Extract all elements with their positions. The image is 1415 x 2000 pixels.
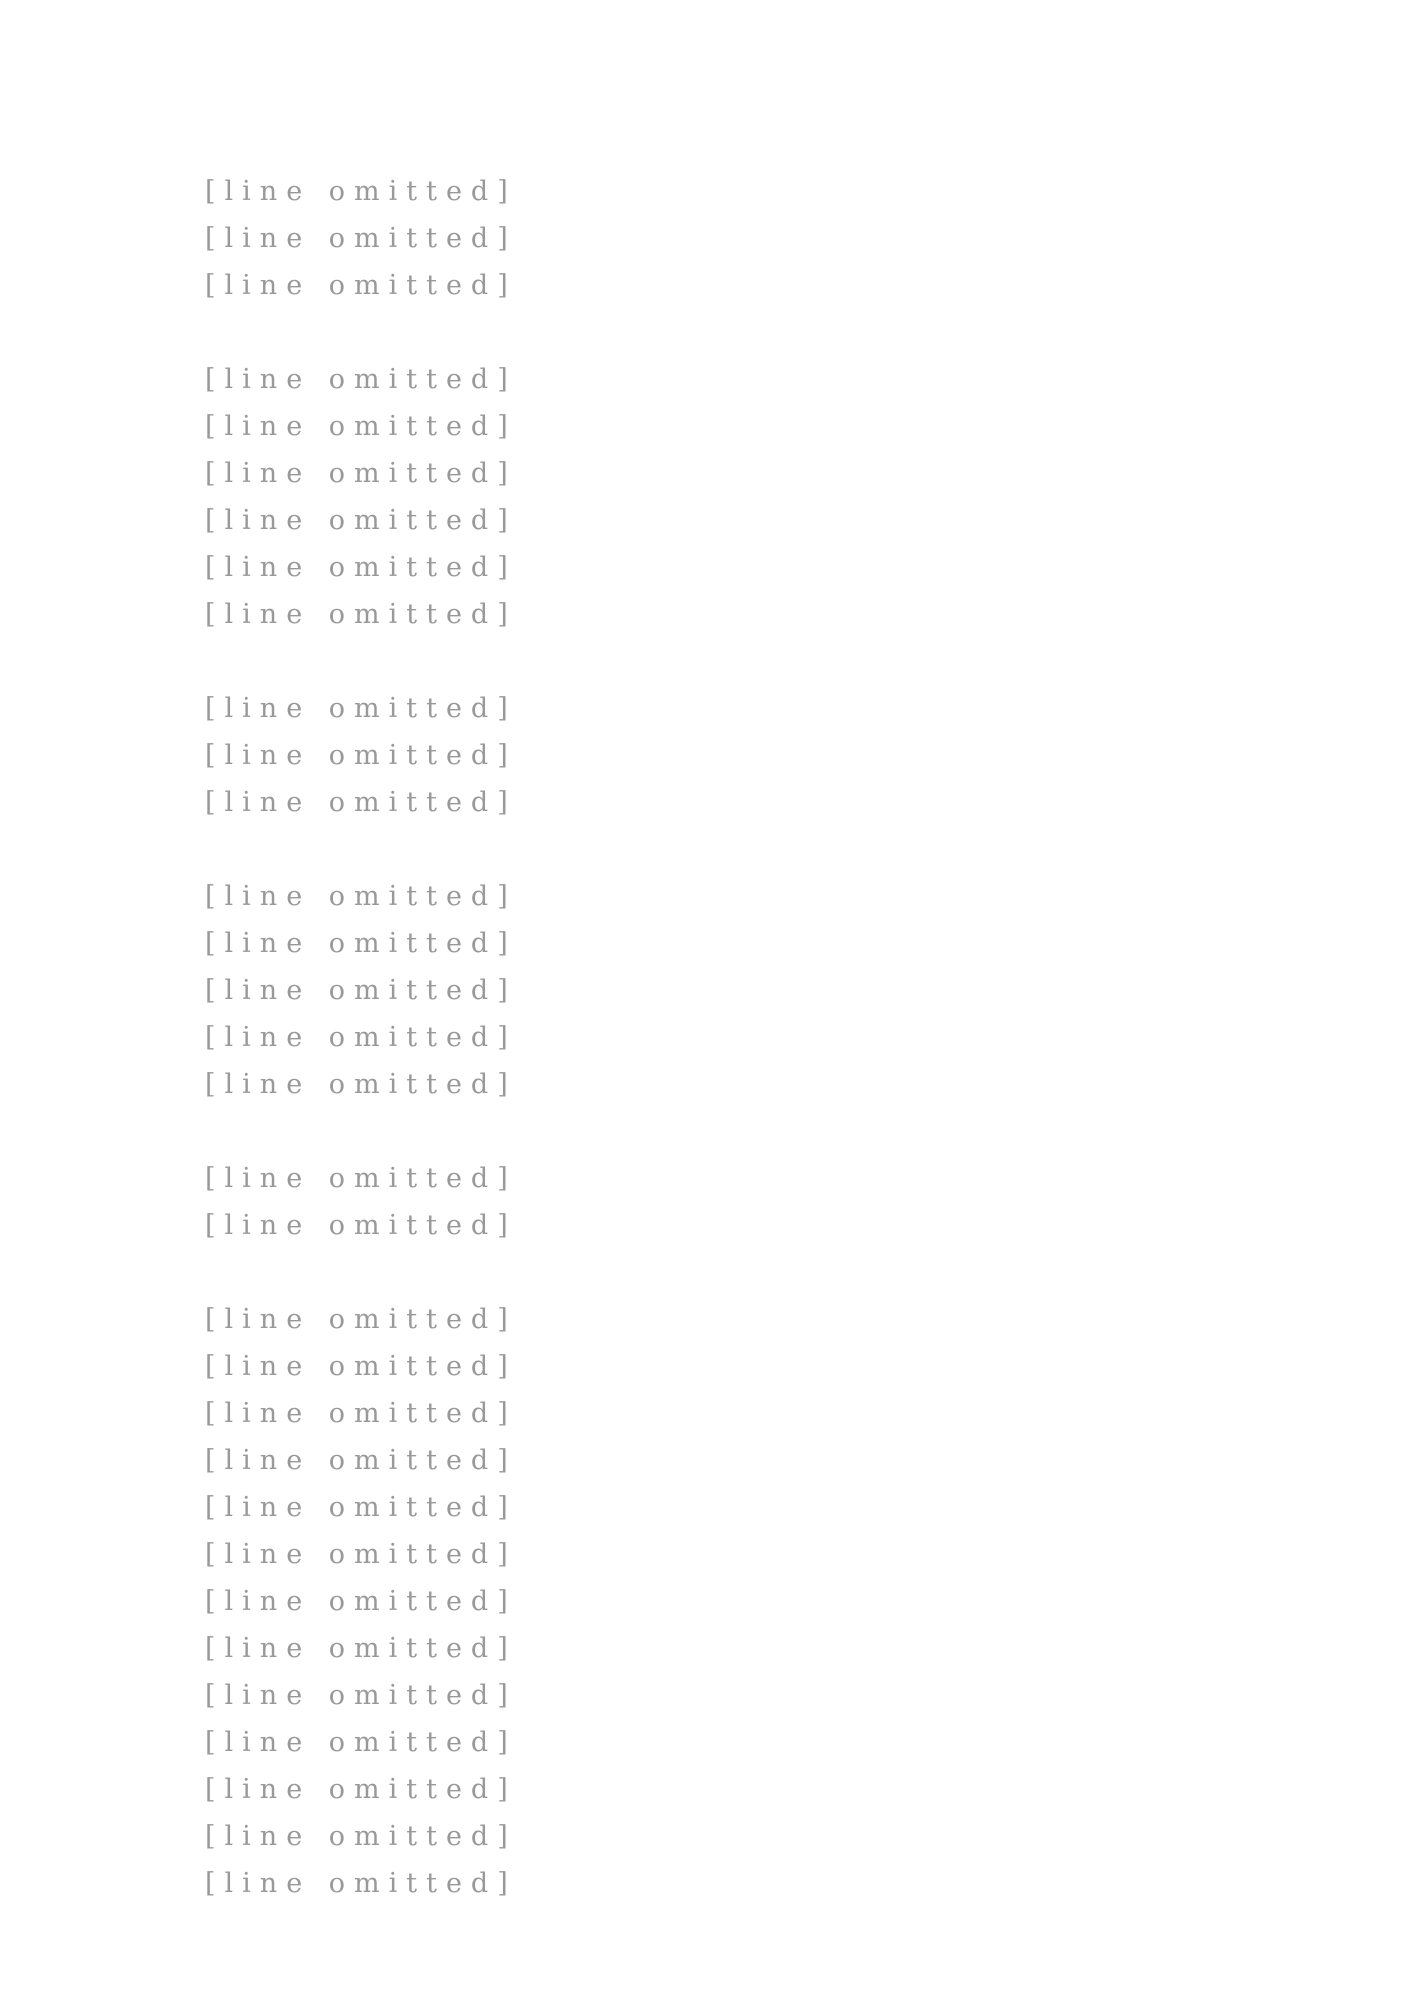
text-line: [line omitted] xyxy=(205,1633,517,1664)
text-line: [line omitted] xyxy=(205,599,517,630)
text-line: [line omitted] xyxy=(205,1821,517,1852)
text-line: [line omitted] xyxy=(205,552,517,583)
text-line: [line omitted] xyxy=(205,1868,517,1899)
text-line: [line omitted] xyxy=(205,1445,517,1476)
document-body xyxy=(205,168,1205,1907)
text-line: [line omitted] xyxy=(205,881,517,912)
text-line: [line omitted] xyxy=(205,223,517,254)
paragraph-gap xyxy=(205,1108,1205,1155)
text-line: [line omitted] xyxy=(205,1022,517,1053)
text-line: [line omitted] xyxy=(205,1304,517,1335)
text-line: [line omitted] xyxy=(205,458,517,489)
text-line: [line omitted] xyxy=(205,1680,517,1711)
text-line: [line omitted] xyxy=(205,1163,517,1194)
text-line: [line omitted] xyxy=(205,1398,517,1429)
paragraph-gap xyxy=(205,309,1205,356)
text-line: [line omitted] xyxy=(205,411,517,442)
text-line: [line omitted] xyxy=(205,1539,517,1570)
text-line: [line omitted] xyxy=(205,270,517,301)
paragraph-gap xyxy=(205,826,1205,873)
text-line: [line omitted] xyxy=(205,1210,517,1241)
text-line: [line omitted] xyxy=(205,1492,517,1523)
text-line: [line omitted] xyxy=(205,740,517,771)
paragraph-gap xyxy=(205,1249,1205,1296)
text-line: [line omitted] xyxy=(205,505,517,536)
text-line: [line omitted] xyxy=(205,693,517,724)
text-line: [line omitted] xyxy=(205,975,517,1006)
text-line: [line omitted] xyxy=(205,1351,517,1382)
text-line: [line omitted] xyxy=(205,176,517,207)
text-line: [line omitted] xyxy=(205,1774,517,1805)
text-line: [line omitted] xyxy=(205,928,517,959)
text-line: [line omitted] xyxy=(205,1727,517,1758)
text-line: [line omitted] xyxy=(205,364,517,395)
text-line: [line omitted] xyxy=(205,787,517,818)
text-line: [line omitted] xyxy=(205,1069,517,1100)
text-line: [line omitted] xyxy=(205,1586,517,1617)
paragraph-gap xyxy=(205,638,1205,685)
